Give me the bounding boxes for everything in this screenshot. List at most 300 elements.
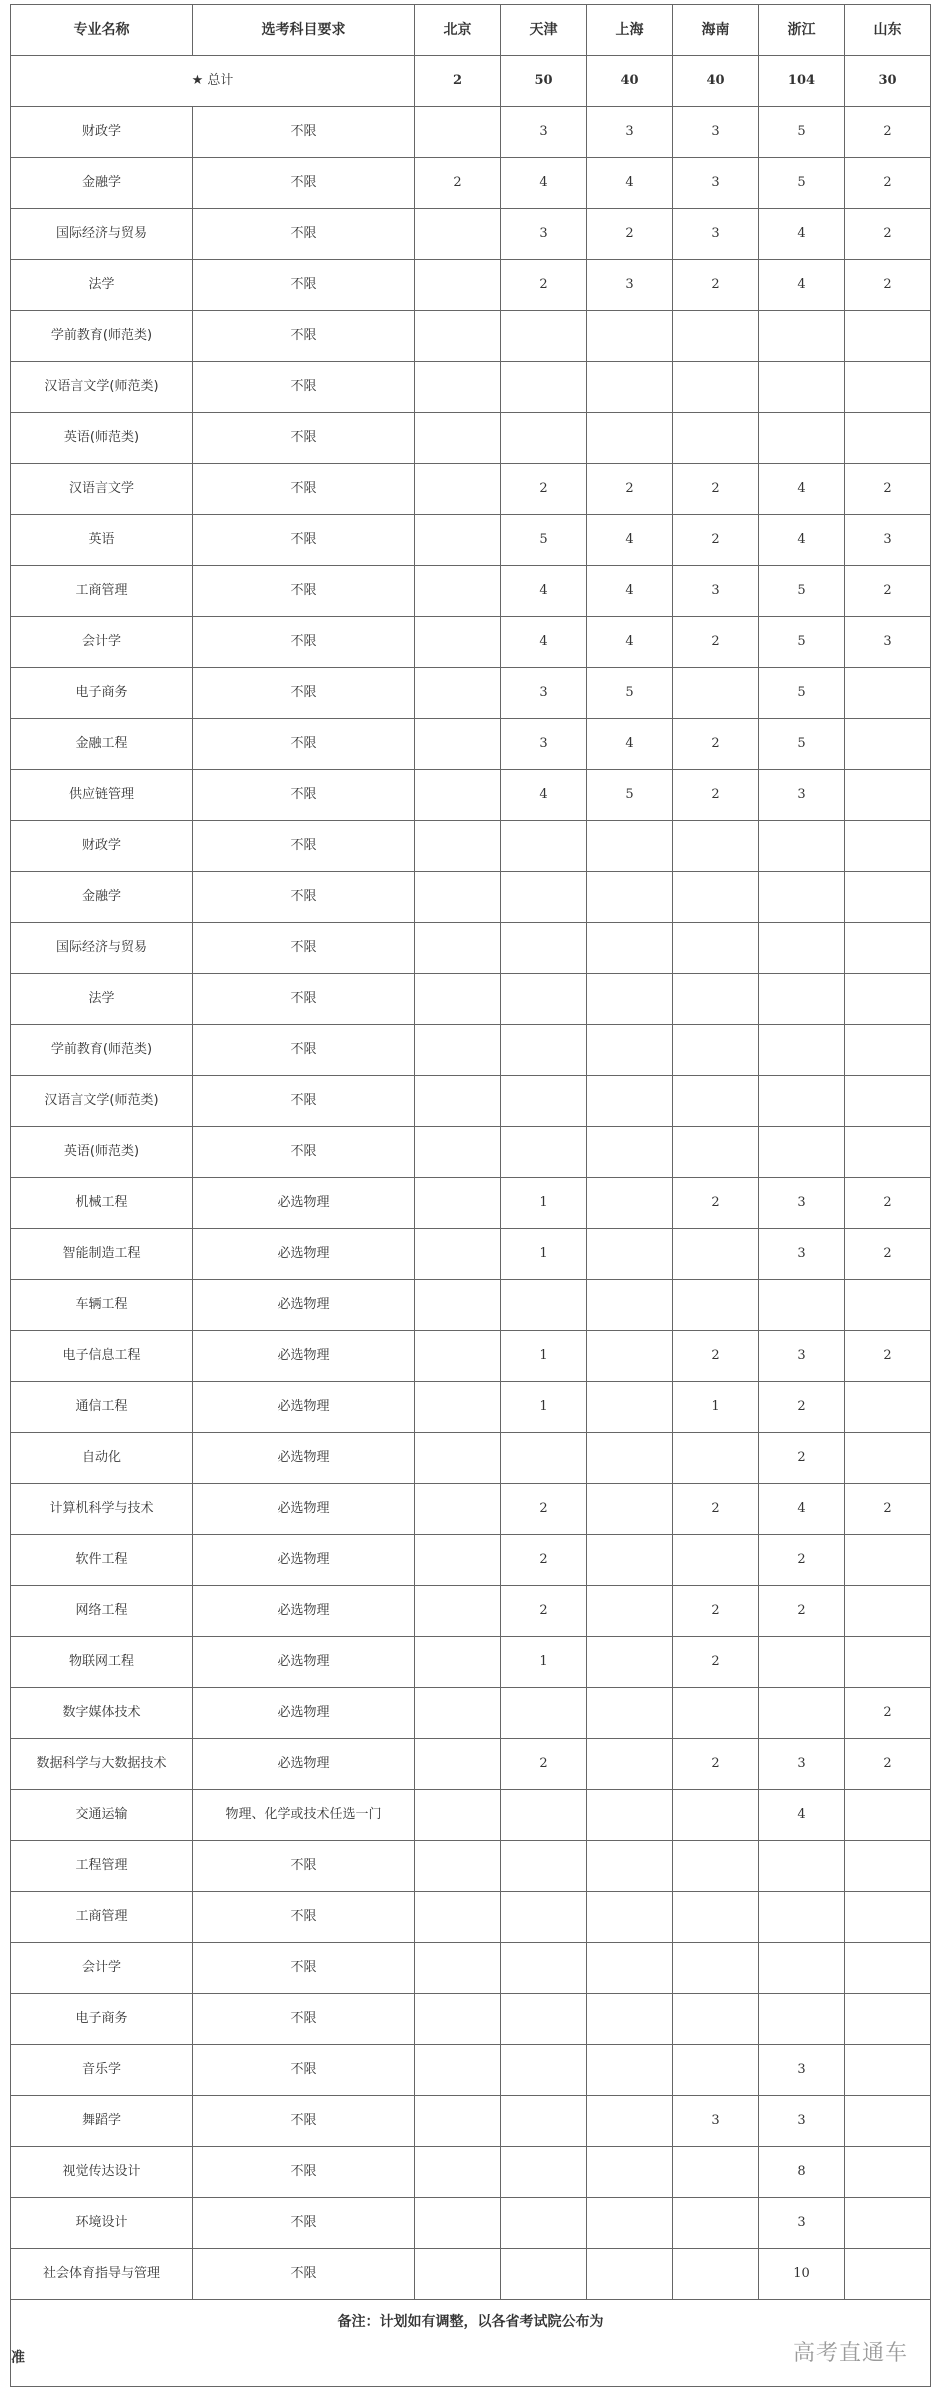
quota-cell xyxy=(673,1076,759,1127)
subject-requirement: 必选物理 xyxy=(193,1280,415,1331)
quota-cell xyxy=(501,1892,587,1943)
quota-cell: 5 xyxy=(759,668,845,719)
quota-cell: 2 xyxy=(673,515,759,566)
quota-cell xyxy=(845,1892,931,1943)
subject-requirement: 不限 xyxy=(193,1025,415,1076)
quota-cell xyxy=(673,1229,759,1280)
quota-cell xyxy=(759,413,845,464)
quota-cell: 2 xyxy=(415,158,501,209)
quota-cell xyxy=(501,974,587,1025)
col-header-shanghai: 上海 xyxy=(587,5,673,56)
subject-requirement: 不限 xyxy=(193,2096,415,2147)
quota-cell: 4 xyxy=(759,1484,845,1535)
quota-cell: 5 xyxy=(587,770,673,821)
quota-cell: 2 xyxy=(845,260,931,311)
quota-cell: 1 xyxy=(673,1382,759,1433)
table-row xyxy=(11,1280,931,1331)
quota-cell: 2 xyxy=(759,1382,845,1433)
major-name: 电子商务 xyxy=(11,1994,193,2045)
table-row xyxy=(11,413,931,464)
quota-cell xyxy=(501,1943,587,1994)
quota-cell: 4 xyxy=(587,719,673,770)
quota-cell xyxy=(845,1127,931,1178)
quota-cell: 2 xyxy=(673,464,759,515)
col-header-zhejiang: 浙江 xyxy=(759,5,845,56)
quota-cell: 5 xyxy=(759,158,845,209)
quota-cell xyxy=(415,2096,501,2147)
quota-cell xyxy=(415,872,501,923)
quota-cell xyxy=(673,1841,759,1892)
quota-cell xyxy=(759,872,845,923)
quota-cell xyxy=(587,311,673,362)
quota-cell xyxy=(673,1892,759,1943)
col-header-hainan: 海南 xyxy=(673,5,759,56)
table-row xyxy=(11,311,931,362)
quota-cell xyxy=(415,2198,501,2249)
quota-cell xyxy=(501,872,587,923)
quota-cell xyxy=(501,821,587,872)
quota-cell xyxy=(759,974,845,1025)
quota-cell xyxy=(415,1331,501,1382)
total-label: ★ 总计 xyxy=(11,56,415,107)
subject-requirement: 不限 xyxy=(193,1127,415,1178)
table-row xyxy=(11,464,931,515)
watermark-logo: 高考直通车 xyxy=(792,2341,908,2366)
quota-cell xyxy=(587,2198,673,2249)
table-row xyxy=(11,1790,931,1841)
table-row xyxy=(11,1025,931,1076)
quota-cell: 4 xyxy=(759,209,845,260)
quota-cell xyxy=(845,2045,931,2096)
table-row xyxy=(11,1892,931,1943)
total-value: 2 xyxy=(415,56,501,107)
note-cell xyxy=(11,2300,931,2387)
quota-cell xyxy=(415,1433,501,1484)
major-name: 机械工程 xyxy=(11,1178,193,1229)
quota-cell: 2 xyxy=(501,464,587,515)
quota-cell xyxy=(501,1790,587,1841)
quota-cell xyxy=(587,1025,673,1076)
table-row xyxy=(11,1178,931,1229)
quota-cell xyxy=(587,1994,673,2045)
quota-cell xyxy=(587,1229,673,1280)
quota-cell xyxy=(587,1280,673,1331)
quota-cell xyxy=(415,974,501,1025)
quota-cell: 2 xyxy=(845,209,931,260)
quota-cell xyxy=(587,1841,673,1892)
total-value: 30 xyxy=(845,56,931,107)
quota-cell xyxy=(587,1943,673,1994)
quota-cell xyxy=(845,2096,931,2147)
major-name: 学前教育(师范类) xyxy=(11,311,193,362)
quota-cell xyxy=(759,1943,845,1994)
quota-cell: 3 xyxy=(501,209,587,260)
quota-cell xyxy=(501,311,587,362)
enrollment-plan xyxy=(10,4,930,2387)
quota-cell: 3 xyxy=(501,668,587,719)
quota-cell: 4 xyxy=(501,770,587,821)
quota-cell: 4 xyxy=(759,464,845,515)
quota-cell xyxy=(415,362,501,413)
quota-cell xyxy=(845,1994,931,2045)
quota-cell xyxy=(415,107,501,158)
quota-cell xyxy=(415,2147,501,2198)
table-row xyxy=(11,1535,931,1586)
quota-cell: 2 xyxy=(501,1739,587,1790)
major-name: 英语(师范类) xyxy=(11,1127,193,1178)
quota-cell xyxy=(501,1280,587,1331)
quota-cell xyxy=(759,1076,845,1127)
table-row xyxy=(11,2147,931,2198)
quota-cell xyxy=(673,1994,759,2045)
table-row xyxy=(11,1688,931,1739)
quota-cell xyxy=(587,1127,673,1178)
quota-cell xyxy=(501,1841,587,1892)
quota-cell: 4 xyxy=(587,515,673,566)
quota-cell xyxy=(587,413,673,464)
quota-cell: 2 xyxy=(845,1688,931,1739)
subject-requirement: 不限 xyxy=(193,2198,415,2249)
quota-cell xyxy=(845,719,931,770)
table-row xyxy=(11,2249,931,2300)
quota-cell: 2 xyxy=(673,1178,759,1229)
table-row xyxy=(11,1484,931,1535)
quota-cell: 4 xyxy=(501,566,587,617)
quota-cell xyxy=(501,1127,587,1178)
quota-cell xyxy=(673,2198,759,2249)
quota-cell xyxy=(845,1535,931,1586)
quota-cell xyxy=(415,1229,501,1280)
quota-cell: 2 xyxy=(845,566,931,617)
quota-cell xyxy=(415,1739,501,1790)
quota-cell xyxy=(501,923,587,974)
total-value: 40 xyxy=(587,56,673,107)
quota-cell xyxy=(673,362,759,413)
quota-cell: 4 xyxy=(759,1790,845,1841)
subject-requirement: 不限 xyxy=(193,1994,415,2045)
col-header-major: 专业名称 xyxy=(11,5,193,56)
quota-cell xyxy=(587,1178,673,1229)
subject-requirement: 不限 xyxy=(193,209,415,260)
enrollment-table xyxy=(10,4,931,2387)
quota-cell: 3 xyxy=(759,1178,845,1229)
quota-cell: 10 xyxy=(759,2249,845,2300)
quota-cell xyxy=(587,1535,673,1586)
table-row xyxy=(11,872,931,923)
subject-requirement: 不限 xyxy=(193,515,415,566)
header-row xyxy=(11,5,931,56)
quota-cell xyxy=(673,413,759,464)
quota-cell xyxy=(587,1637,673,1688)
subject-requirement: 不限 xyxy=(193,158,415,209)
quota-cell xyxy=(845,1790,931,1841)
major-name: 网络工程 xyxy=(11,1586,193,1637)
quota-cell xyxy=(845,668,931,719)
quota-cell xyxy=(415,1688,501,1739)
table-row xyxy=(11,974,931,1025)
table-row xyxy=(11,770,931,821)
quota-cell: 8 xyxy=(759,2147,845,2198)
table-row xyxy=(11,821,931,872)
quota-cell: 2 xyxy=(845,1229,931,1280)
quota-cell xyxy=(587,1586,673,1637)
quota-cell xyxy=(759,1637,845,1688)
subject-requirement: 不限 xyxy=(193,821,415,872)
subject-requirement: 不限 xyxy=(193,770,415,821)
quota-cell xyxy=(845,974,931,1025)
quota-cell: 5 xyxy=(759,617,845,668)
quota-cell: 2 xyxy=(587,464,673,515)
quota-cell: 2 xyxy=(759,1586,845,1637)
table-row xyxy=(11,617,931,668)
quota-cell xyxy=(759,362,845,413)
quota-cell: 4 xyxy=(759,515,845,566)
quota-cell: 2 xyxy=(845,1178,931,1229)
table-row xyxy=(11,209,931,260)
quota-cell xyxy=(415,1280,501,1331)
total-value: 50 xyxy=(501,56,587,107)
major-name: 社会体育指导与管理 xyxy=(11,2249,193,2300)
quota-cell: 3 xyxy=(673,158,759,209)
quota-cell: 3 xyxy=(759,1739,845,1790)
quota-cell xyxy=(587,1076,673,1127)
quota-cell xyxy=(673,1943,759,1994)
quota-cell xyxy=(415,1790,501,1841)
major-name: 舞蹈学 xyxy=(11,2096,193,2147)
major-name: 国际经济与贸易 xyxy=(11,209,193,260)
quota-cell xyxy=(673,974,759,1025)
quota-cell xyxy=(501,1994,587,2045)
table-row xyxy=(11,1076,931,1127)
quota-cell xyxy=(845,1637,931,1688)
subject-requirement: 必选物理 xyxy=(193,1229,415,1280)
quota-cell xyxy=(501,1025,587,1076)
major-name: 财政学 xyxy=(11,107,193,158)
major-name: 财政学 xyxy=(11,821,193,872)
quota-cell xyxy=(415,821,501,872)
major-name: 软件工程 xyxy=(11,1535,193,1586)
quota-cell: 2 xyxy=(673,1484,759,1535)
quota-cell xyxy=(845,1433,931,1484)
major-name: 物联网工程 xyxy=(11,1637,193,1688)
quota-cell: 4 xyxy=(587,617,673,668)
quota-cell xyxy=(415,413,501,464)
quota-cell xyxy=(587,1484,673,1535)
quota-cell xyxy=(587,1688,673,1739)
table-row xyxy=(11,1739,931,1790)
quota-cell xyxy=(759,1688,845,1739)
table-row xyxy=(11,1382,931,1433)
major-name: 汉语言文学(师范类) xyxy=(11,1076,193,1127)
total-value: 40 xyxy=(673,56,759,107)
quota-cell xyxy=(501,413,587,464)
major-name: 交通运输 xyxy=(11,1790,193,1841)
quota-cell xyxy=(415,515,501,566)
quota-cell xyxy=(845,1841,931,1892)
quota-cell xyxy=(415,1127,501,1178)
quota-cell xyxy=(587,872,673,923)
quota-cell xyxy=(415,1994,501,2045)
quota-cell xyxy=(415,923,501,974)
subject-requirement: 必选物理 xyxy=(193,1484,415,1535)
quota-cell xyxy=(845,2249,931,2300)
quota-cell xyxy=(415,1586,501,1637)
major-name: 自动化 xyxy=(11,1433,193,1484)
quota-cell: 2 xyxy=(845,1331,931,1382)
quota-cell xyxy=(759,1025,845,1076)
quota-cell xyxy=(587,1790,673,1841)
subject-requirement: 不限 xyxy=(193,668,415,719)
major-name: 视觉传达设计 xyxy=(11,2147,193,2198)
subject-requirement: 不限 xyxy=(193,362,415,413)
quota-cell xyxy=(845,770,931,821)
quota-cell xyxy=(587,2249,673,2300)
quota-cell xyxy=(673,821,759,872)
quota-cell: 2 xyxy=(759,1535,845,1586)
quota-cell xyxy=(501,362,587,413)
quota-cell xyxy=(415,464,501,515)
quota-cell: 2 xyxy=(759,1433,845,1484)
subject-requirement: 必选物理 xyxy=(193,1688,415,1739)
quota-cell: 2 xyxy=(845,1484,931,1535)
quota-cell xyxy=(587,1382,673,1433)
subject-requirement: 不限 xyxy=(193,1943,415,1994)
quota-cell: 3 xyxy=(759,2198,845,2249)
subject-requirement: 必选物理 xyxy=(193,1739,415,1790)
major-name: 会计学 xyxy=(11,617,193,668)
quota-cell: 1 xyxy=(501,1637,587,1688)
table-row xyxy=(11,1127,931,1178)
quota-cell xyxy=(415,260,501,311)
major-name: 音乐学 xyxy=(11,2045,193,2096)
quota-cell xyxy=(673,1025,759,1076)
table-row xyxy=(11,1943,931,1994)
subject-requirement: 不限 xyxy=(193,464,415,515)
subject-requirement: 不限 xyxy=(193,566,415,617)
quota-cell xyxy=(587,1331,673,1382)
note-text: 备注：计划如有调整，以各省考试院公布为 xyxy=(337,2314,604,2330)
quota-cell: 3 xyxy=(501,107,587,158)
major-name: 英语 xyxy=(11,515,193,566)
quota-cell xyxy=(673,1790,759,1841)
major-name: 汉语言文学(师范类) xyxy=(11,362,193,413)
quota-cell: 5 xyxy=(587,668,673,719)
quota-cell: 3 xyxy=(759,2096,845,2147)
quota-cell: 2 xyxy=(673,1637,759,1688)
quota-cell xyxy=(501,2147,587,2198)
total-row xyxy=(11,56,931,107)
quota-cell: 4 xyxy=(759,260,845,311)
quota-cell: 2 xyxy=(845,464,931,515)
quota-cell xyxy=(415,209,501,260)
major-name: 通信工程 xyxy=(11,1382,193,1433)
subject-requirement: 不限 xyxy=(193,923,415,974)
quota-cell xyxy=(673,311,759,362)
col-header-tianjin: 天津 xyxy=(501,5,587,56)
quota-cell: 1 xyxy=(501,1178,587,1229)
quota-cell xyxy=(415,770,501,821)
quota-cell: 1 xyxy=(501,1229,587,1280)
quota-cell xyxy=(845,1076,931,1127)
quota-cell xyxy=(587,2096,673,2147)
quota-cell xyxy=(587,1739,673,1790)
quota-cell: 3 xyxy=(759,770,845,821)
quota-cell: 2 xyxy=(845,1739,931,1790)
subject-requirement: 不限 xyxy=(193,719,415,770)
quota-cell: 3 xyxy=(673,209,759,260)
quota-cell xyxy=(673,668,759,719)
quota-cell xyxy=(415,1076,501,1127)
quota-cell xyxy=(673,872,759,923)
quota-cell: 2 xyxy=(673,1586,759,1637)
subject-requirement: 不限 xyxy=(193,872,415,923)
table-row xyxy=(11,362,931,413)
quota-cell xyxy=(415,2045,501,2096)
quota-cell xyxy=(415,1025,501,1076)
quota-cell xyxy=(415,566,501,617)
major-name: 工商管理 xyxy=(11,1892,193,1943)
quota-cell xyxy=(415,1178,501,1229)
quota-cell: 4 xyxy=(501,617,587,668)
quota-cell xyxy=(415,1484,501,1535)
quota-cell xyxy=(415,2249,501,2300)
quota-cell: 3 xyxy=(587,260,673,311)
quota-cell: 2 xyxy=(501,260,587,311)
major-name: 金融工程 xyxy=(11,719,193,770)
quota-cell xyxy=(845,1382,931,1433)
quota-cell: 3 xyxy=(759,1229,845,1280)
quota-cell: 3 xyxy=(759,1331,845,1382)
subject-requirement: 不限 xyxy=(193,107,415,158)
quota-cell: 4 xyxy=(501,158,587,209)
quota-cell: 5 xyxy=(759,107,845,158)
quota-cell xyxy=(501,1433,587,1484)
quota-cell xyxy=(845,821,931,872)
quota-cell: 1 xyxy=(501,1331,587,1382)
quota-cell: 2 xyxy=(673,1331,759,1382)
table-row xyxy=(11,719,931,770)
major-name: 法学 xyxy=(11,260,193,311)
major-name: 车辆工程 xyxy=(11,1280,193,1331)
major-name: 汉语言文学 xyxy=(11,464,193,515)
col-header-beijing: 北京 xyxy=(415,5,501,56)
quota-cell xyxy=(415,311,501,362)
quota-cell xyxy=(415,1382,501,1433)
subject-requirement: 不限 xyxy=(193,1841,415,1892)
quota-cell: 3 xyxy=(501,719,587,770)
quota-cell xyxy=(673,923,759,974)
quota-cell: 2 xyxy=(673,770,759,821)
major-name: 会计学 xyxy=(11,1943,193,1994)
quota-cell xyxy=(845,413,931,464)
quota-cell xyxy=(501,2249,587,2300)
major-name: 学前教育(师范类) xyxy=(11,1025,193,1076)
quota-cell xyxy=(673,1280,759,1331)
quota-cell xyxy=(501,2198,587,2249)
major-name: 电子信息工程 xyxy=(11,1331,193,1382)
subject-requirement: 不限 xyxy=(193,260,415,311)
quota-cell: 5 xyxy=(759,566,845,617)
quota-cell xyxy=(759,1280,845,1331)
table-row xyxy=(11,566,931,617)
quota-cell: 3 xyxy=(673,107,759,158)
quota-cell: 2 xyxy=(501,1535,587,1586)
col-header-requirement: 选考科目要求 xyxy=(193,5,415,56)
quota-cell: 4 xyxy=(587,158,673,209)
quota-cell xyxy=(845,1586,931,1637)
quota-cell xyxy=(587,2045,673,2096)
subject-requirement: 不限 xyxy=(193,2045,415,2096)
